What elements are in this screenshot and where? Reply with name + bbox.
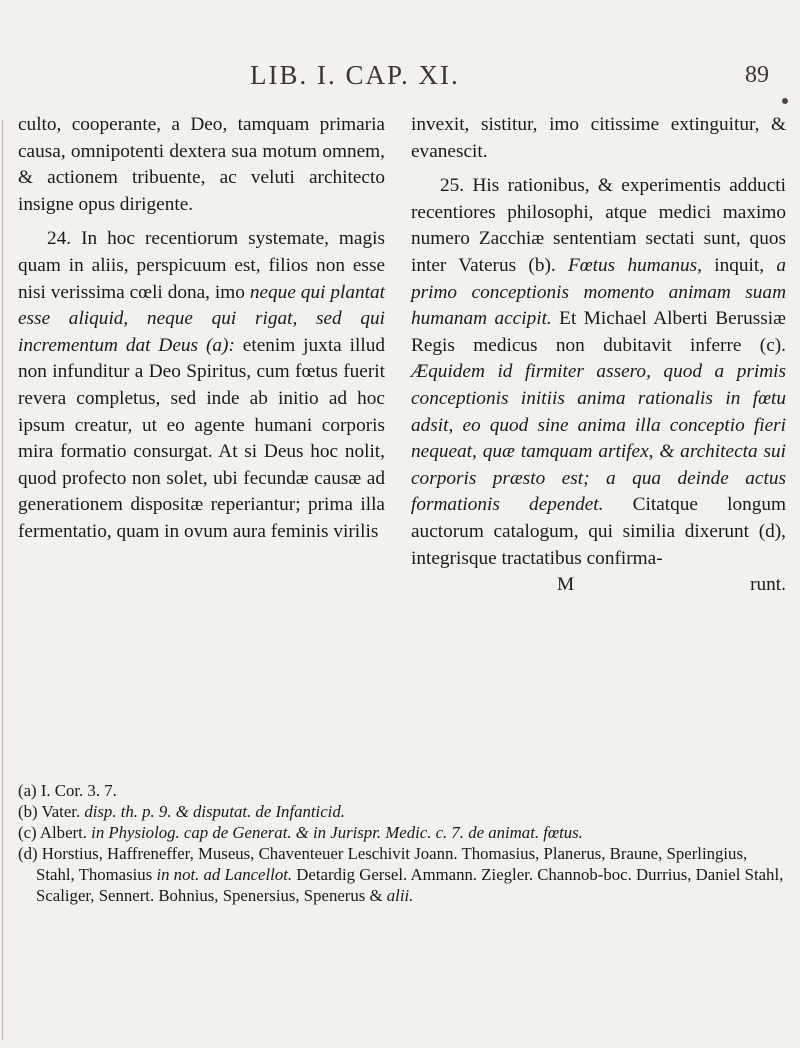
footnote-c — [18, 822, 784, 843]
catchword-line — [411, 572, 786, 599]
p25-quote-3: Æquidem id firmiter assero, quod a primis conceptionis initiis anima rationalis in fœtu adsit, eo quod sine anima illa conceptio fieri nequeat, quæ tamquam artifex, & architecta sui corporis præsto est; a qua deinde actus formationis dependet. — [411, 361, 786, 516]
catchword: runt. — [750, 574, 786, 596]
page-header — [0, 60, 800, 100]
paragraph-continued-right: invexit, sistitur, imo citissime extinguitur, & evanescit. — [411, 114, 786, 162]
paragraph-24 — [18, 226, 385, 545]
footnote-b-author: (b) Vater. — [18, 802, 85, 821]
left-column — [18, 112, 385, 546]
footnote-d-authors: (d) Horstius, Haffreneffer, Museus, Chaventeuer Leschivit Joann. Thomasius, Planerus, Braune, Sperlingius, Stahl, Thomasius — [18, 844, 748, 884]
p25-quote-2: a primo conceptionis momento animam suam humanam accipit. — [411, 254, 786, 330]
p24-quote: neque qui plantat esse aliquid, neque qui rigat, sed qui incrementum dat Deus (a): — [18, 281, 385, 356]
running-head: LIB. I. CAP. XI. — [250, 60, 460, 90]
footnote-c-author: (c) Albert. — [18, 823, 92, 842]
p24-text-a: 24. In hoc recentiorum systemate, magis quam in aliis, perspicuum est, filios non esse nisi verissima cœli dona, imo — [18, 228, 385, 303]
footnote-b-ref: disp. th. p. 9. & disputat. de Infanticid. — [84, 802, 345, 821]
paragraph-continued: culto, cooperante, a Deo, tamquam primaria causa, omnipotenti dextera sua motum omnem, & actionem tribuente, ac veluti architecto insigne opus dirigente. — [18, 114, 385, 215]
signature-mark: M — [557, 574, 575, 596]
paragraph-25 — [411, 173, 786, 572]
footnote-c-ref: in Physiolog. cap de Generat. & in Jurispr. Medic. c. 7. de animat. fœtus. — [91, 823, 583, 842]
right-column — [411, 112, 786, 599]
p25-text-g: Citatque longum auctorum catalogum, qui similia dixerunt (d), integrisque tractatibus confirma- — [411, 494, 787, 569]
footnote-b — [18, 801, 784, 822]
p24-text-c: etenim juxta illud non infunditur a Deo Spiritus, cum fœtus fuerit revera completus, sed inde ab initio ad hoc ipsum creatur, ut eo agente humani corporis mira formatio consurgat. At si Deus hoc nolit, quod profecto non solet, ubi fecundæ causæ ad generationem dispositæ reperiantur; prima illa fermentatio, quam in ovum aura feminis virilis — [18, 334, 385, 542]
p25-text-e: Et Michael Alberti Berussiæ Regis medicus non dubitavit inferre (c). — [411, 308, 786, 356]
page-edge-shadow — [2, 120, 3, 1040]
footnote-a: (a) I. Cor. 3. 7. — [18, 781, 117, 800]
footnotes — [18, 780, 784, 906]
p25-quote-1: Fœtus humanus, — [568, 254, 702, 276]
p25-text-c: inquit, — [701, 254, 777, 276]
footnote-d — [18, 843, 784, 906]
footnote-d-alii: alii. — [386, 886, 414, 905]
page-number: 89 — [745, 62, 769, 88]
footnote-d-authors-2: Detardig Gersel. Ammann. Ziegler. Channob-boc. Durrius, Daniel Stahl, Scaliger, Sennert. Bohnius, Spenersius, Spenerus & — [36, 865, 784, 905]
p25-text-a: 25. His rationibus, & experimentis adducti recentiores philosophi, atque medici maximo numero Zacchiæ sententiam sectati sunt, quos inter Vaterus (b). — [411, 175, 786, 276]
footnote-d-ref: in not. ad Lancellot. — [156, 865, 293, 884]
